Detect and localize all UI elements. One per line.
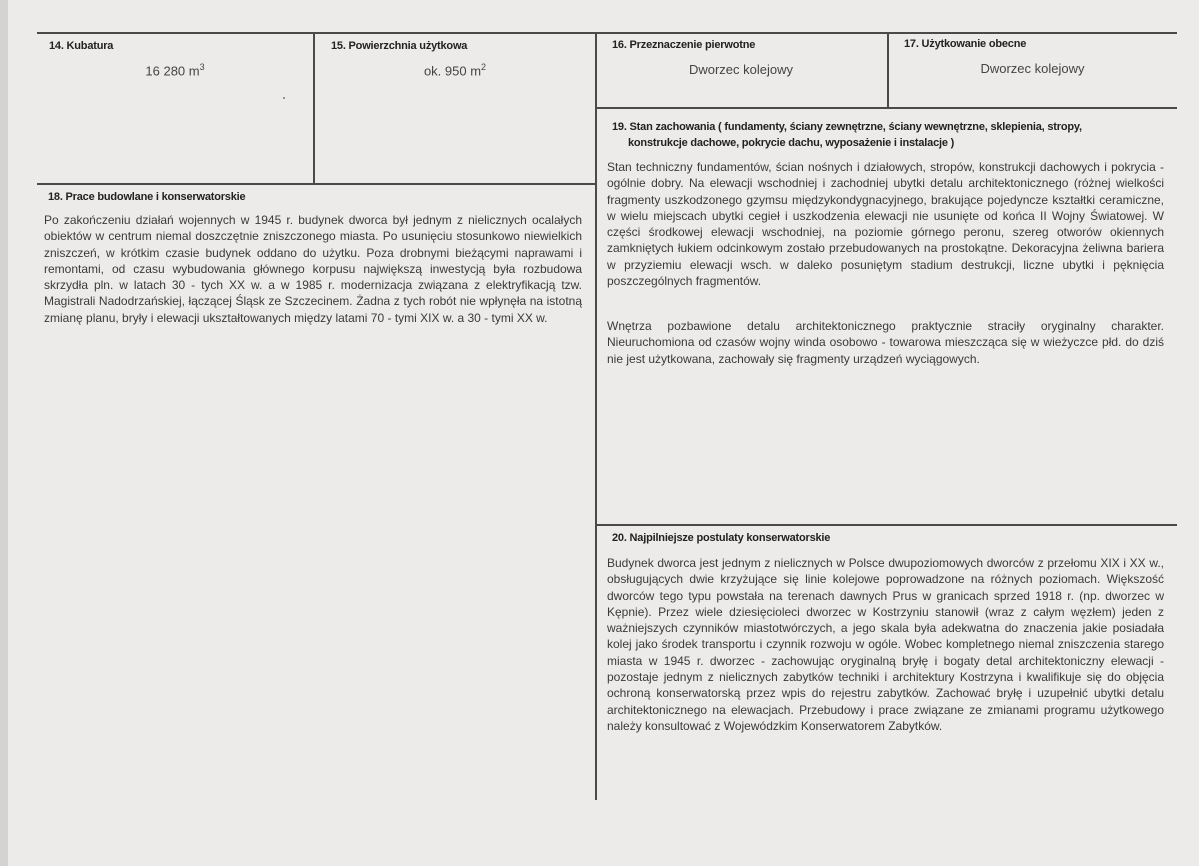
prace-label: 18. Prace budowlane i konserwatorskie bbox=[48, 191, 246, 203]
postulaty-text: Budynek dworca jest jednym z nielicznych w Polsce dwupoziomowych dworców z przełomu XIX i XX w., obsługujących dwie krzyżujące się linie kolejowe poprowadzone na różnych poziomach. Większość dworców tego typu powstała na terenach dawnych Prus w granicach sprzed 1918 r. (np. dworzec w Kępnie). Przez wiele dziesięcioleci dworzec w Kostrzyniu stanowił (wraz z całym węzłem) jeden z ważniejszych czynników miastotwórczych, a jego skala była adekwatna do znaczenia jakie posiadała kolej jako środek transportu i czynnik rozwoju w ogóle. Wobec kompletnego niemal zniszczenia starego miasta w 1945 r. dworzec - zachowując oryginalną bryłę i bogaty detal architektoniczny elewacji - pozostaje jednym z nielicznych zabytków techniki i architektury Kostrzyna i kwalifikuje się do objęcia ochroną konserwatorską przez wpis do rejestru zabytków. Zachować bryłę i uzupełnić ubytki detalu architektonicznego na elewacjach. Przebudowy i prace związane ze zmianami programu użytkowego należy konsultować z Wojewódzkim Konserwatorem Zabytków. bbox=[607, 556, 1164, 733]
powierzchnia-value: ok. 950 $m^2$ bbox=[423, 62, 487, 79]
scan-speck bbox=[283, 97, 285, 99]
przeznaczenie-value: Dworzec kolejowy bbox=[688, 62, 794, 77]
top-rule bbox=[37, 32, 1177, 34]
rule-below-16-17 bbox=[595, 107, 1177, 109]
stan-label-line2: konstrukcje dachowe, pokrycie dachu, wyposażenie i instalacje ) bbox=[628, 137, 955, 149]
rule-above-20 bbox=[595, 524, 1177, 526]
divider-14-15 bbox=[313, 32, 315, 184]
stan-paragraph-1: Stan techniczny fundamentów, ścian nośnych i działowych, stropów, konstrukcji dachowych i pokrycia - ogólnie dobry. Na elewacji wschodniej i zachodniej ubytki detalu architektonicznego (różnej wielkości fragmenty uszkodzonego gzymsu międzykondygnacyjnego, brakujące pojedyncze kształtki ceramiczne, w wielu miejscach ubytki cegieł i uszkodzenia elewacji nie usunięte od końca II Wojny Światowej. W części środkowej elewacji wschodniej, na poziomie górnego peronu, szereg otworów okiennych zamkniętych łukiem odcinkowym zostało przebudowanych na prostokątne. Dekoracyjna żeliwna bariera w przyziemiu elewacji wsch. w daleko posuniętym stadium destrukcji, liczne ubytki i pęknięcia poszczególnych fragmentów. bbox=[607, 160, 1164, 289]
postulaty-label: 20. Najpilniejsze postulaty konserwatorskie bbox=[612, 532, 831, 544]
stan-label-line1: 19. Stan zachowania ( fundamenty, ściany zewnętrzne, ściany wewnętrzne, sklepienia, stropy, bbox=[612, 121, 1082, 133]
uzytkowanie-value: Dworzec kolejowy bbox=[980, 61, 1085, 76]
divider-15-16 bbox=[595, 32, 597, 800]
stan-paragraph-2: Wnętrza pozbawione detalu architektonicznego praktycznie straciły oryginalny charakter. Nieuruchomiona od czasów wojny winda osobowo - towarowa mieszcząca się w wieżyczce płd. do dziś nie jest użytkowana, zachowały się fragmenty urządzeń wyciągowych. bbox=[607, 319, 1164, 366]
kubatura-label: 14. Kubatura bbox=[49, 40, 114, 52]
kubatura-value: 16 280 $m^3$ bbox=[145, 62, 205, 79]
scan-edge bbox=[0, 0, 8, 866]
divider-16-17 bbox=[887, 32, 889, 108]
powierzchnia-label: 15. Powierzchnia użytkowa bbox=[331, 40, 468, 52]
przeznaczenie-label: 16. Przeznaczenie pierwotne bbox=[612, 39, 756, 51]
uzytkowanie-label: 17. Użytkowanie obecne bbox=[904, 38, 1027, 50]
prace-text: Po zakończeniu działań wojennych w 1945 r. budynek dworca był jednym z nielicznych ocalałych obiektów w centrum niemal doszczętnie zniszczonego miasta. Po usunięciu stosunkowo niewielkich zniszczeń, w krótkim czasie budynek oddano do użytku. Poza drobnymi bieżącymi naprawami i remontami, od czasu wybudowania głównego korpusu największą inwestycją była rozbudowa skrzydła pln. w latach 30 - tych XX w. a w 1985 r. modernizacja związana z elektryfikacją tzw. Magistrali Nadodrzańskiej, łączącej Śląsk ze Szczecinem. Żadna z tych robót nie wpłynęła na istotną zmianę planu, bryły i elewacji ukształtowanych między latami 70 - tymi XIX w. a 30 - tymi XX w. bbox=[44, 213, 582, 325]
rule-above-18 bbox=[37, 183, 597, 185]
